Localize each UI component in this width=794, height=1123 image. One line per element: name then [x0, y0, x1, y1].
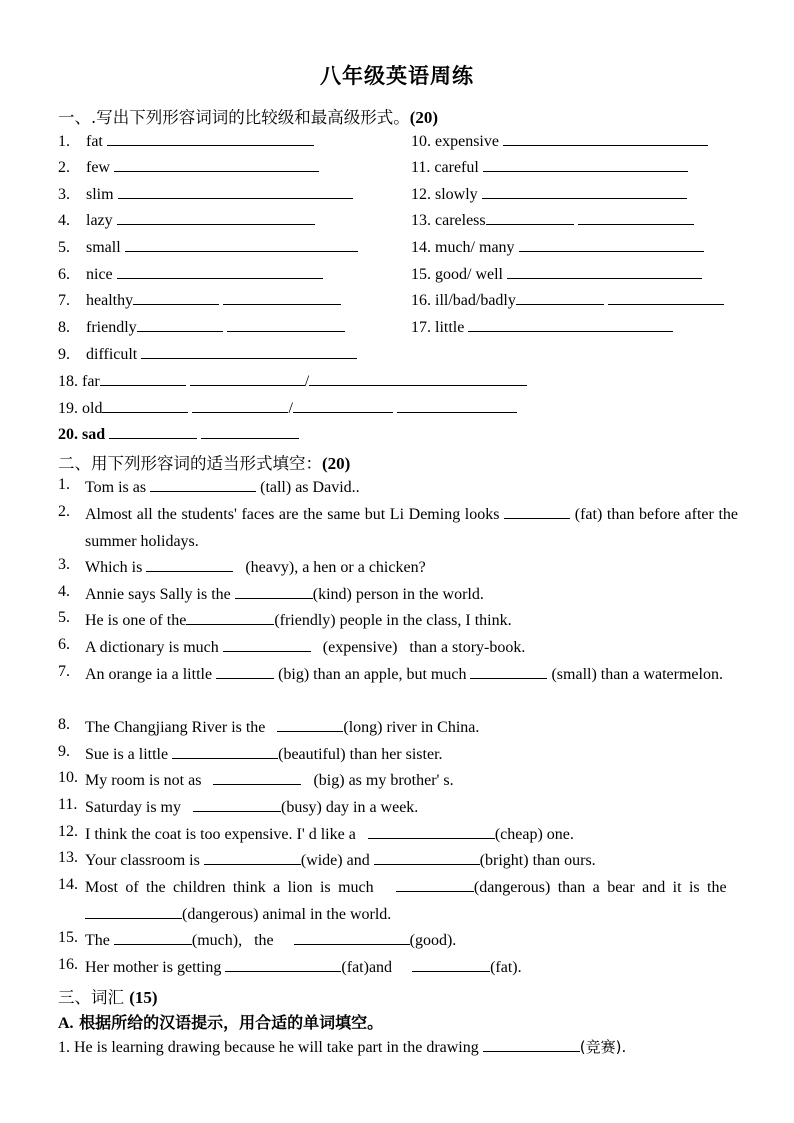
answer-blank[interactable] [277, 717, 343, 732]
s2-item-12: 12. I think the coat is too expensive. I' d like a (cheap) one. [58, 823, 574, 843]
answer-blank[interactable] [519, 237, 704, 252]
s1-item-1: 1. fat [58, 131, 314, 152]
s1-word: little [435, 319, 465, 336]
s1-item-15: 15. good/ well [411, 264, 702, 285]
answer-blank[interactable] [109, 424, 197, 439]
s1-item-20: 20. sad [58, 424, 299, 445]
answer-blank[interactable] [227, 317, 345, 332]
section3-heading-text: 三、词汇 [58, 988, 124, 1007]
answer-blank[interactable] [374, 850, 480, 865]
s1-word: nice [86, 266, 113, 283]
s1-item-16: 16. ill/bad/badly [411, 290, 724, 311]
answer-blank[interactable] [114, 930, 192, 945]
s2-item-9: 9. Sue is a little (beautiful) than her sister. [58, 743, 443, 763]
s1-item-10: 10. expensive [411, 131, 708, 152]
section3-heading [58, 984, 158, 1008]
answer-blank[interactable] [102, 398, 188, 413]
answer-blank[interactable] [133, 290, 219, 305]
section2-score: (20) [322, 454, 351, 473]
answer-blank[interactable] [213, 770, 301, 785]
answer-blank[interactable] [125, 237, 358, 252]
s1-item-19: 19. old / [58, 398, 517, 419]
answer-blank[interactable] [483, 157, 688, 172]
sub-heading-text: 根据所给的汉语提示，用合适的单词填空。 [79, 1013, 384, 1032]
s2-item-15: 15. The (much), the (good). [58, 929, 457, 949]
answer-blank[interactable] [468, 317, 673, 332]
s1-item-4: 4. lazy [58, 210, 315, 231]
section1-score: (20) [409, 108, 439, 127]
s2-item-6: 6. A dictionary is much (expensive) than a story-book. [58, 636, 526, 656]
s1-word: few [86, 159, 110, 176]
s1-item-11: 11. careful [411, 157, 688, 178]
answer-blank[interactable] [294, 930, 410, 945]
s2-item-5: 5. He is one of the (friendly) people in the class, I think. [58, 609, 512, 629]
s1-item-13: 13. careless [411, 210, 694, 231]
s1-word: careless [435, 212, 486, 229]
answer-blank[interactable] [186, 610, 274, 625]
answer-blank[interactable] [482, 184, 687, 199]
answer-blank[interactable] [85, 904, 182, 919]
answer-blank[interactable] [412, 957, 490, 972]
answer-blank[interactable] [486, 210, 574, 225]
answer-blank[interactable] [141, 344, 357, 359]
s1-word: lazy [86, 212, 113, 229]
s2-item-16: 16. Her mother is getting (fat)and (fat). [58, 956, 522, 976]
s2-item-11: 11. Saturday is my (busy) day in a week. [58, 796, 419, 816]
s1-item-9: 9. difficult [58, 344, 357, 365]
section2-heading [58, 450, 350, 474]
s1-item-18: 18. far / [58, 371, 527, 392]
s2-item-8: 8. The Changjiang River is the (long) river in China. [58, 716, 480, 736]
s1-word: good/ well [435, 266, 503, 283]
s1-item-17: 17. little [411, 317, 673, 338]
s1-word: healthy [86, 292, 134, 309]
page-title: 八年级英语周练 [320, 64, 474, 88]
answer-blank[interactable] [192, 398, 288, 413]
answer-blank[interactable] [504, 504, 570, 519]
s2-item-7: 7. An orange ia a little (big) than an apple, but much (small) than a watermelon. [58, 663, 723, 683]
answer-blank[interactable] [396, 877, 474, 892]
s1-item-5: 5. small [58, 237, 358, 258]
s1-word: careful [434, 159, 479, 176]
s1-word: sad [82, 426, 106, 443]
s2-item-14: 14. Most of the children think a lion is much (dangerous) than a bear and it is the (dangerous) animal in the world. [58, 876, 727, 923]
answer-blank[interactable] [293, 398, 393, 413]
answer-blank[interactable] [223, 290, 341, 305]
s1-word: fat [86, 133, 103, 150]
s1-item-8: 8. friendly [58, 317, 345, 338]
s2-item-4: 4. Annie says Sally is the (kind) person in the world. [58, 583, 484, 603]
section2-heading-text: 二、用下列形容词的适当形式填空： [58, 454, 322, 473]
s1-word: slim [86, 186, 114, 203]
answer-blank[interactable] [201, 424, 299, 439]
s1-word: ill/bad/badly [435, 292, 516, 309]
s1-item-7: 7. healthy [58, 290, 341, 311]
section3-subheading [58, 1010, 383, 1033]
s2-item-10: 10. My room is not as (big) as my brother' s. [58, 769, 454, 789]
answer-blank[interactable] [470, 664, 547, 679]
answer-blank[interactable] [397, 398, 517, 413]
s1-item-2: 2. few [58, 157, 319, 178]
section3-score: (15) [129, 988, 158, 1007]
answer-blank[interactable] [503, 131, 708, 146]
section1-heading-text: 一、.写出下列形容词词的比较级和最高级形式。 [58, 108, 410, 127]
s1-word: much/ many [435, 239, 515, 256]
answer-blank[interactable] [118, 184, 353, 199]
sub-letter: A. [58, 1015, 74, 1032]
s2-item-13: 13. Your classroom is (wide) and (bright) than ours. [58, 849, 596, 869]
answer-blank[interactable] [483, 1037, 580, 1052]
s1-word: friendly [86, 319, 137, 336]
s3-item-1: 1. He is learning drawing because he will take part in the drawing (竞赛). [58, 1038, 627, 1056]
answer-blank[interactable] [137, 317, 223, 332]
s1-item-6: 6. nice [58, 264, 323, 285]
answer-blank[interactable] [100, 371, 186, 386]
s1-item-12: 12. slowly [411, 184, 687, 205]
section1-heading [58, 104, 438, 128]
answer-blank[interactable] [608, 290, 724, 305]
answer-blank[interactable] [309, 371, 527, 386]
answer-blank[interactable] [117, 210, 315, 225]
answer-blank[interactable] [368, 824, 495, 839]
answer-blank[interactable] [114, 157, 319, 172]
s1-word: far [82, 373, 100, 390]
answer-blank[interactable] [146, 557, 233, 572]
s1-word: old [82, 400, 103, 417]
s2-item-1: 1. Tom is as (tall) as David.. [58, 476, 360, 496]
s2-item-2: 2. Almost all the students' faces are the same but Li Deming looks (fat) than before after the summer holidays. [58, 503, 739, 550]
answer-blank[interactable] [107, 131, 314, 146]
answer-blank[interactable] [578, 210, 694, 225]
s1-word: slowly [435, 186, 478, 203]
answer-blank[interactable] [235, 584, 313, 599]
answer-blank[interactable] [216, 664, 274, 679]
answer-blank[interactable] [516, 290, 604, 305]
s1-word: small [86, 239, 121, 256]
answer-blank[interactable] [193, 797, 281, 812]
s1-item-14: 14. much/ many [411, 237, 704, 258]
answer-blank[interactable] [225, 957, 341, 972]
answer-blank[interactable] [204, 850, 301, 865]
answer-blank[interactable] [172, 744, 278, 759]
answer-blank[interactable] [223, 637, 311, 652]
s1-word: expensive [435, 133, 499, 150]
answer-blank[interactable] [507, 264, 702, 279]
s2-item-3: 3. Which is (heavy), a hen or a chicken? [58, 556, 426, 576]
s1-word: difficult [86, 346, 138, 363]
slash-separator: / [288, 400, 293, 417]
answer-blank[interactable] [150, 477, 256, 492]
answer-blank[interactable] [190, 371, 305, 386]
slash-separator: / [304, 373, 310, 390]
s1-item-3: 3. slim [58, 184, 353, 205]
answer-blank[interactable] [117, 264, 323, 279]
